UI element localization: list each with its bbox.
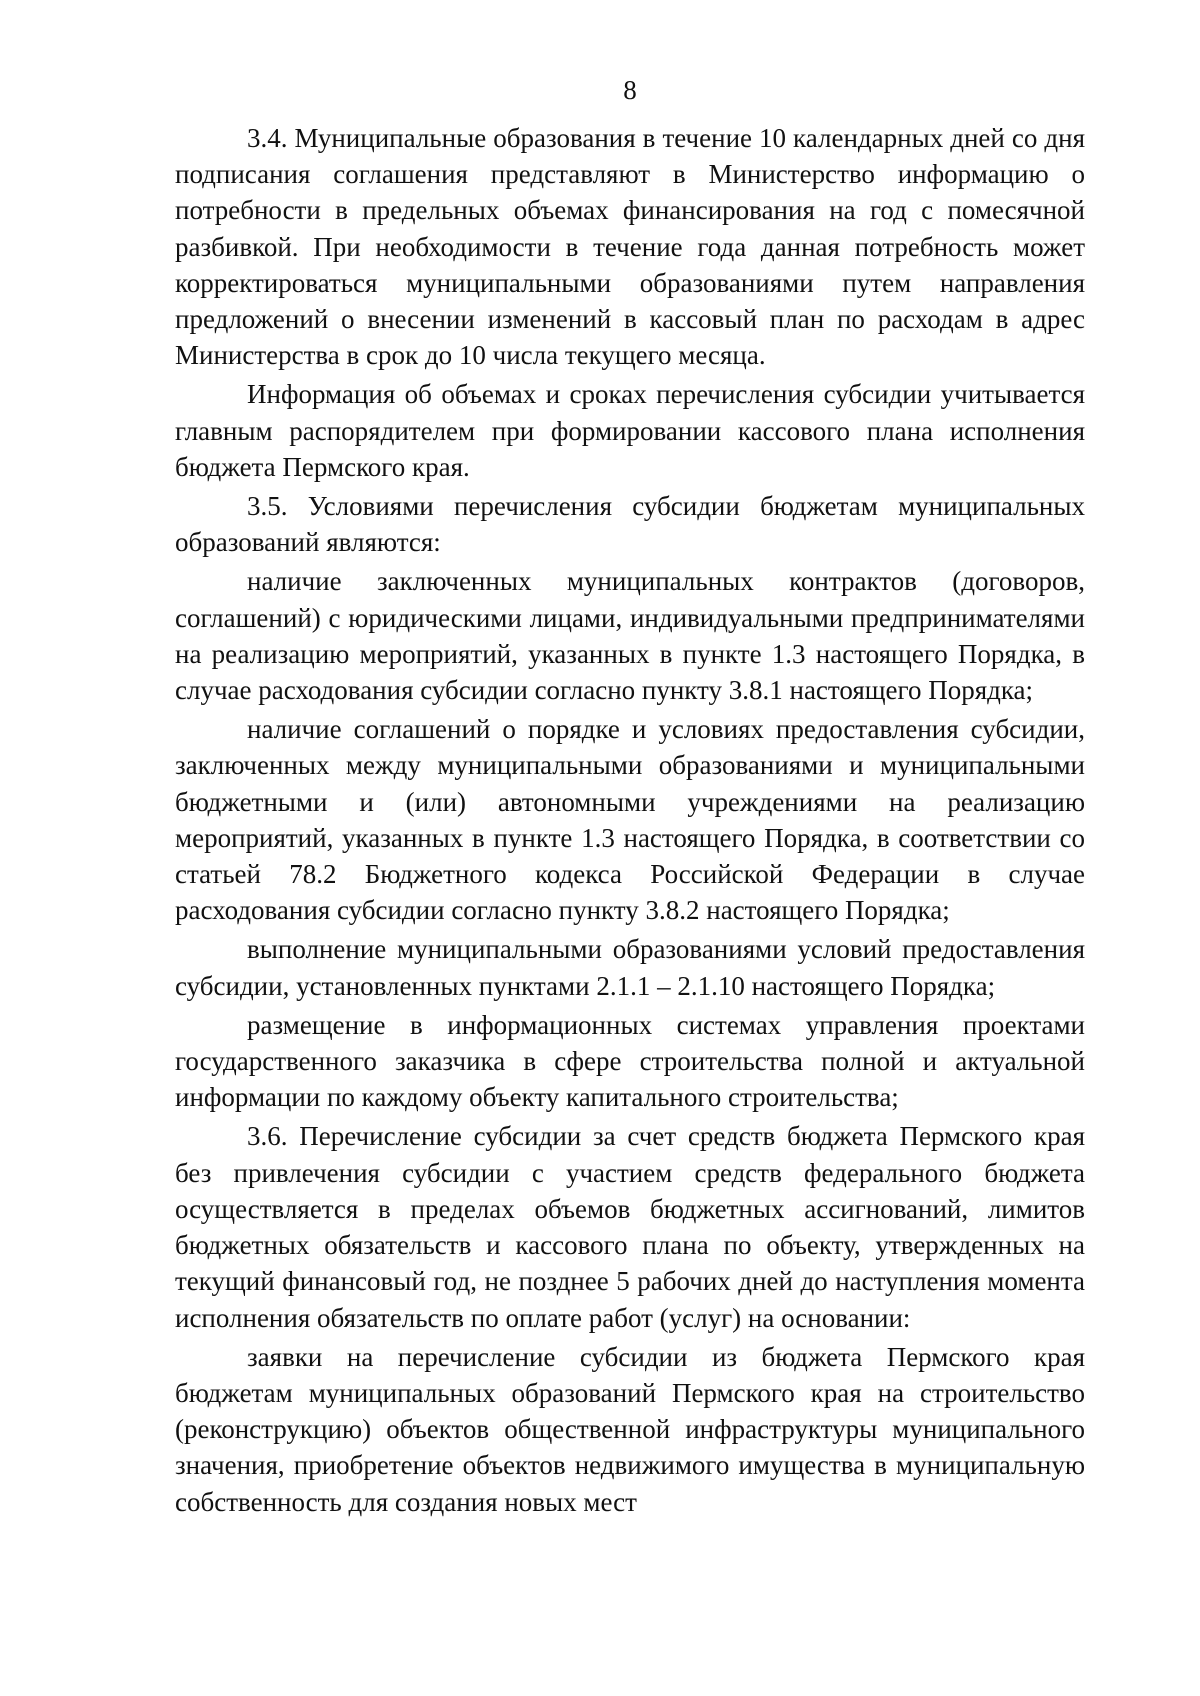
- list-item-information-systems: размещение в информационных системах управления проектами государственного заказчика в сфере строительства полной и актуальной информации по каждому объекту капитального строительства;: [175, 1009, 1085, 1113]
- list-item-conditions: выполнение муниципальными образованиями условий предоставления субсидии, установленных пунктами 2.1.1 – 2.1.10 настоящего Порядка;: [175, 934, 1085, 1001]
- paragraph-3-5: 3.5. Условиями перечисления субсидии бюджетам муниципальных образований являются:: [175, 491, 1085, 558]
- paragraph-3-6: 3.6. Перечисление субсидии за счет средств бюджета Пермского края без привлечения субсидии с участием средств федерального бюджета осуществляется в пределах объемов бюджетных ассигнований, лимитов бюджетных обязательств и кассового плана по объекту, утвержденных на текущий финансовый год, не позднее 5 рабочих дней до наступления момента исполнения обязательств по оплате работ (услуг) на основании:: [175, 1121, 1085, 1333]
- paragraph-3-4: 3.4. Муниципальные образования в течение 10 календарных дней со дня подписания соглашения представляют в Министерство информацию о потребности в предельных объемах финансирования на год с помесячной разбивкой. При необходимости в течение года данная потребность может корректироваться муниципальными образованиями путем направления предложений о внесении изменений в кассовый план по расходам в адрес Министерства в срок до 10 числа текущего месяца.: [175, 123, 1085, 371]
- list-item-contracts: наличие заключенных муниципальных контрактов (договоров, соглашений) с юридическими лицами, индивидуальными предпринимателями на реализацию мероприятий, указанных в пункте 1.3 настоящего Порядка, в случае расходования субсидии согласно пункту 3.8.1 настоящего Порядка;: [175, 566, 1085, 706]
- paragraph-information: Информация об объемах и сроках перечисления субсидии учитывается главным распорядителем при формировании кассового плана исполнения бюджета Пермского края.: [175, 379, 1085, 482]
- list-item-agreements: наличие соглашений о порядке и условиях предоставления субсидии, заключенных между муниципальными образованиями и муниципальными бюджетными и (или) автономными учреждениями на реализацию мероприятий, указанных в пункте 1.3 настоящего Порядка, в соответствии со статьей 78.2 Бюджетного кодекса Российской Федерации в случае расходования субсидии согласно пункту 3.8.2 настоящего Порядка;: [175, 714, 1085, 926]
- document-body: [175, 120, 1085, 1521]
- page-number: 8: [623, 75, 637, 105]
- paragraph-application: заявки на перечисление субсидии из бюджета Пермского края бюджетам муниципальных образований Пермского края на строительство (реконструкцию) объектов общественной инфраструктуры муниципального значения, приобретение объектов недвижимого имущества в муниципальную собственность для создания новых мест: [175, 1341, 1085, 1517]
